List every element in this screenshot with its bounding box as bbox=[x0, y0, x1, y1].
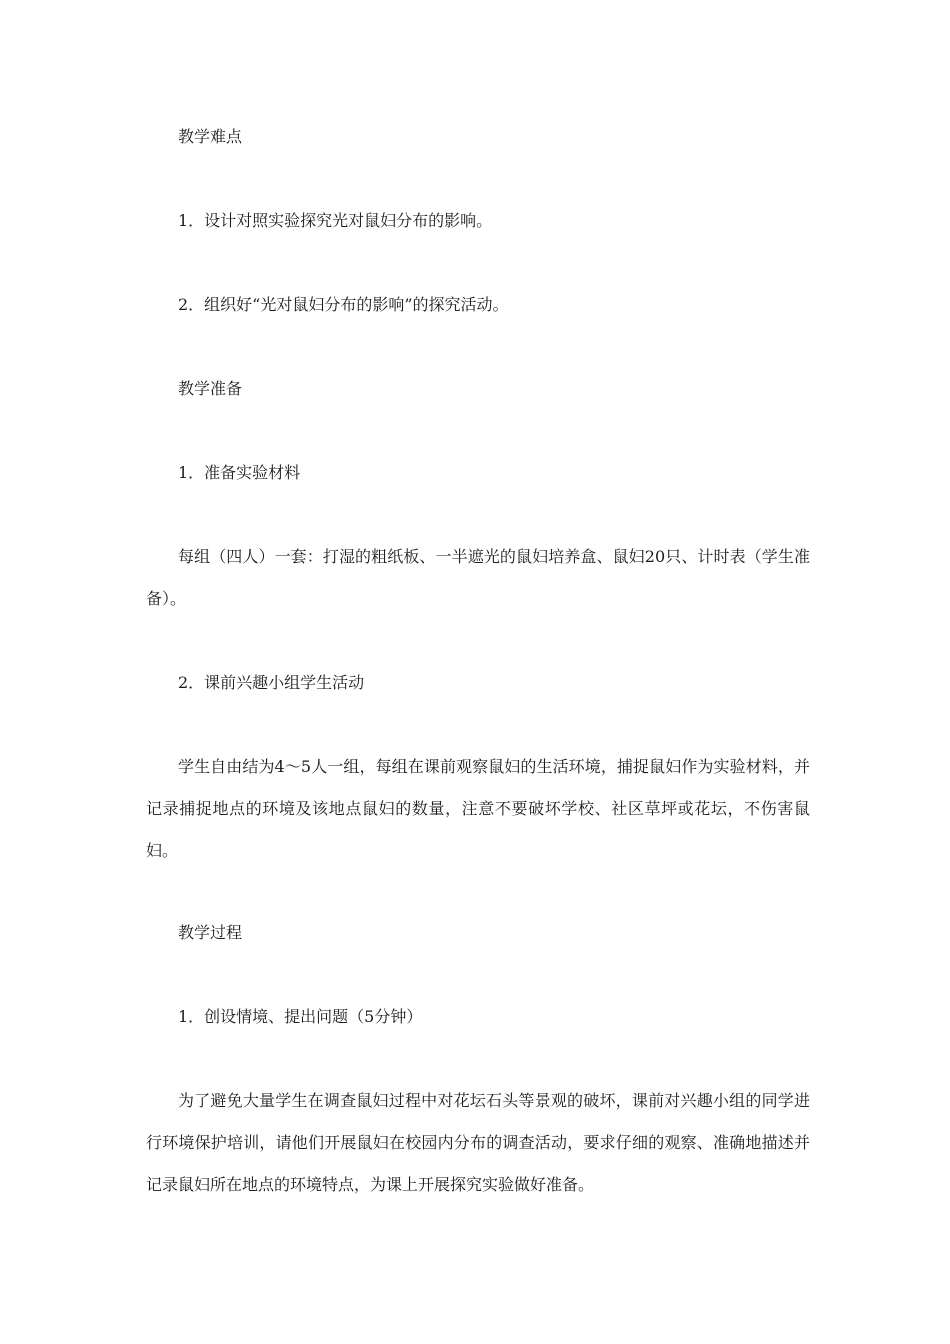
process-item-1-body: 为了避免大量学生在调查鼠妇过程中对花坛石头等景观的破坏，课前对兴趣小组的同学进行环境保护培训，请他们开展鼠妇在校园内分布的调查活动，要求仔细的观察、准确地描述并记录鼠妇所在地点的环境特点，为课上开展探究实验做好准备。 bbox=[146, 1091, 810, 1194]
heading-teaching-process: 教学过程 bbox=[178, 923, 243, 942]
preparation-item-1-title: 1．准备实验材料 bbox=[178, 463, 301, 482]
preparation-item-1-body: 每组（四人）一套：打湿的粗纸板、一半遮光的鼠妇培养盒、鼠妇20只、计时表（学生准备）。 bbox=[146, 547, 810, 608]
heading-teaching-difficulty: 教学难点 bbox=[178, 127, 243, 146]
heading-teaching-preparation: 教学准备 bbox=[178, 379, 243, 398]
difficulty-item-1: 1．设计对照实验探究光对鼠妇分布的影响。 bbox=[178, 211, 493, 230]
preparation-item-2-title: 2．课前兴趣小组学生活动 bbox=[178, 673, 365, 692]
difficulty-item-2: 2．组织好“光对鼠妇分布的影响”的探究活动。 bbox=[178, 295, 509, 314]
preparation-item-2-body: 学生自由结为4～5人一组，每组在课前观察鼠妇的生活环境，捕捉鼠妇作为实验材料，并记录捕捉地点的环境及该地点鼠妇的数量，注意不要破坏学校、社区草坪或花坛，不伤害鼠妇。 bbox=[146, 757, 810, 860]
process-item-1-title: 1．创设情境、提出问题（5分钟） bbox=[178, 1007, 423, 1026]
